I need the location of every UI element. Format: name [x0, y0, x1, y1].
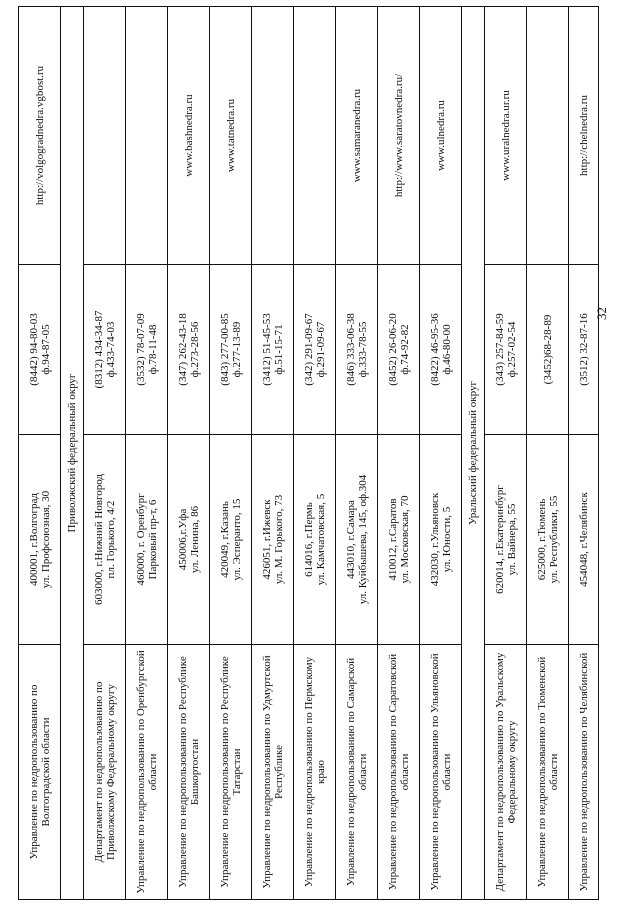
- phone: (343) 257-84-59 ф.257-02-54: [485, 265, 527, 435]
- phone: (8312) 434-34-87 ф.433-74-03: [84, 265, 126, 435]
- table-row: [527, 7, 569, 900]
- org-name: Управление по недропользованию по Ульяновской области: [420, 645, 462, 900]
- address: 450006,г.Уфа ул. Ленина, 86: [168, 435, 210, 645]
- table-row: [210, 7, 252, 900]
- org-name: Управление по недропользованию по Тюменской области: [527, 645, 569, 900]
- table-row: [19, 7, 61, 900]
- table-row: [336, 7, 378, 900]
- table-row: [420, 7, 462, 900]
- website: [527, 7, 569, 265]
- address: 420049, г.Казань ул. Эсперанто, 15: [210, 435, 252, 645]
- section-header: [462, 7, 485, 900]
- table-row: [569, 7, 599, 900]
- website: www.samaranedra.ru: [336, 7, 378, 265]
- website: www.tatnedra.ru: [210, 7, 252, 265]
- website: www.bashnedra.ru: [168, 7, 210, 265]
- page-number: 32: [594, 307, 609, 320]
- website: www.ulnedra.ru: [420, 7, 462, 265]
- address: 603000, г.Нижний Новгород пл. Горького, 4/2: [84, 435, 126, 645]
- section-header: [61, 7, 84, 900]
- table-row: [485, 7, 527, 900]
- table-row: [378, 7, 420, 900]
- website: http://chelnedra.ru: [569, 7, 599, 265]
- phone: (342) 291-09-67 ф.291-09-67: [294, 265, 336, 435]
- table-row: [84, 7, 126, 900]
- org-name: Управление по недропользованию по Республике Татарстан: [210, 645, 252, 900]
- website: [84, 7, 126, 265]
- org-name: Управление по недропользованию по Волгоградской области: [19, 645, 61, 900]
- address: 460000, г. Оренбург Парковый пр-т, 6: [126, 435, 168, 645]
- table-row: [168, 7, 210, 900]
- website: [126, 7, 168, 265]
- phone: (3532) 78-07-09 ф.78-11-48: [126, 265, 168, 435]
- org-name: Управление по недропользованию по Самарской области: [336, 645, 378, 900]
- address: 443010, г.Самара ул. Куйбышева, 145, оф.304: [336, 435, 378, 645]
- org-name: Департамент по недропользованию по Уральскому Федеральному округу: [485, 645, 527, 900]
- directory-table: [18, 6, 599, 900]
- org-name: Управление по недропользованию по Оренбургской области: [126, 645, 168, 900]
- phone: (846) 333-06-38 ф.333-78-55: [336, 265, 378, 435]
- address: 454048, г.Челябинск: [569, 435, 599, 645]
- phone: (8452) 26-06-20 ф.74-92-82: [378, 265, 420, 435]
- website: http://volgogradnedra.vgbost.ru: [19, 7, 61, 265]
- org-name: Управление по недропользованию по Республике Башкортостан: [168, 645, 210, 900]
- address: 614016, г.Пермь ул. Камчатовская, 5: [294, 435, 336, 645]
- org-name: Управление по недропользованию по Пермскому краю: [294, 645, 336, 900]
- org-name: Управление по недропользованию по Саратовской области: [378, 645, 420, 900]
- address: 400001, г.Волгоград ул. Профсоюзная, 30: [19, 435, 61, 645]
- phone: (843) 277-00-85 ф.277-13-89: [210, 265, 252, 435]
- phone: (3512) 32-87-16: [569, 265, 599, 435]
- org-name: Управление по недропользованию по Удмуртской Республике: [252, 645, 294, 900]
- phone: (347) 262-43-18 ф.273-28-56: [168, 265, 210, 435]
- table-row: [126, 7, 168, 900]
- address: 620014, г.Екатеринбург ул. Вайнера, 55: [485, 435, 527, 645]
- website: [294, 7, 336, 265]
- phone: (8422) 46-95-36 ф.46-80-00: [420, 265, 462, 435]
- phone: (3412) 51-45-53 ф.51-15-71: [252, 265, 294, 435]
- phone: (8442) 94-80-03 ф.94-87-05: [19, 265, 61, 435]
- table-row: [294, 7, 336, 900]
- website: [252, 7, 294, 265]
- table-row: [252, 7, 294, 900]
- website: http://www.saratovnedra.ru/: [378, 7, 420, 265]
- address: 426051, г.Ижевск ул. М. Горького, 73: [252, 435, 294, 645]
- section-title: Приволжский федеральный округ: [61, 7, 84, 900]
- org-name: Департамент по недропользованию по Приволжскому Федеральному округу: [84, 645, 126, 900]
- section-title: Уральский федеральный округ: [462, 7, 485, 900]
- website: www.uralnedra.ur.ru: [485, 7, 527, 265]
- address: 432030, г.Ульяновск ул. Юности, 5: [420, 435, 462, 645]
- org-name: Управление по недропользованию по Челябинской: [569, 645, 599, 900]
- address: 625000, г.Тюмень ул. Республики, 55: [527, 435, 569, 645]
- phone: (3452)68-28-89: [527, 265, 569, 435]
- address: 410012, г.Саратов ул. Московская, 70: [378, 435, 420, 645]
